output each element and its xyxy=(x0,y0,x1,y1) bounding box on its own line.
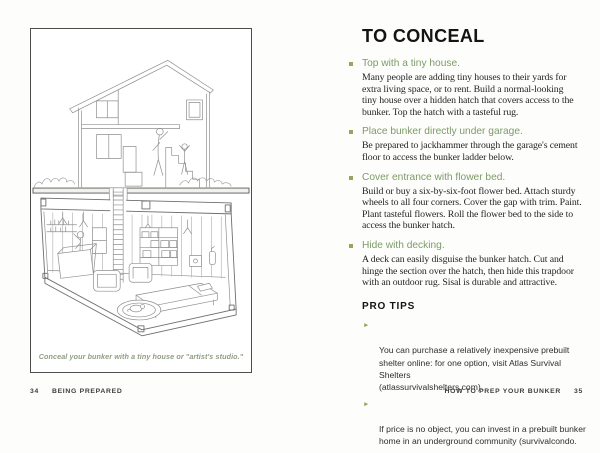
list-item-tiny-house xyxy=(348,58,592,118)
tip-arrow-icon: ► xyxy=(363,322,370,330)
section-heading: TO CONCEAL xyxy=(362,26,485,46)
list-item-body: A deck can easily disguise the bunker hatch. Cut and hinge the section over the hatch, then hide this trapdoor with an outdoor rug. Sisal is durable and attractive. xyxy=(362,253,574,289)
tip-arrow-icon: ► xyxy=(363,400,370,408)
bullet-square-icon xyxy=(349,176,353,180)
list-item-title: Top with a tiny house. xyxy=(362,57,460,69)
bullet-square-icon xyxy=(349,244,353,248)
bunker-house-illustration xyxy=(31,29,251,372)
list-item-title: Hide with decking. xyxy=(362,239,445,251)
right-page-number: 35 xyxy=(574,388,583,395)
left-page-footer xyxy=(30,388,122,395)
list-item-decking xyxy=(348,240,592,289)
pro-tip-text: You can purchase a relatively inexpensive prebuilt shelter online: for one option, visit Atlas Survival Shelters (atlassurvivalshelters.com). xyxy=(379,345,570,393)
list-item-body: Be prepared to jackhammer through the garage's cement floor to access the bunker ladder below. xyxy=(362,140,578,163)
figure-caption: Conceal your bunker with a tiny house or "artist's studio." xyxy=(38,352,244,361)
pro-tip-text: If price is no object, you can invest in a prebuilt bunker home in an underground community (survivalcondo. xyxy=(379,423,586,447)
right-page-footer xyxy=(444,388,583,395)
pro-tip-item xyxy=(362,398,592,447)
pro-tip-item xyxy=(362,320,592,394)
list-item-body: Build or buy a six-by-six-foot flower bed. Attach sturdy wheels to all four corners. Cover the gap with trim. Paint. Plant tasteful flowers. Roll the flower bed to the side to access the bunker hatch. xyxy=(362,185,582,232)
list-item-under-garage xyxy=(348,126,592,163)
figure-frame xyxy=(30,28,252,373)
left-page-number: 34 xyxy=(30,388,39,395)
list-item-body: Many people are adding tiny houses to their yards for extra living space, or to rent. Build a normal-looking tiny house over a hidden hatch that covers access to the bunker. Top the hatch with a tasteful rug. xyxy=(362,71,574,118)
pro-tips-section xyxy=(348,301,592,448)
pro-tips-heading: PRO TIPS xyxy=(362,300,416,312)
bullet-square-icon xyxy=(349,62,353,66)
list-item-title: Cover entrance with flower bed. xyxy=(362,171,506,183)
left-running-head: BEING PREPARED xyxy=(51,388,123,395)
list-item-flower-bed xyxy=(348,172,592,232)
bullet-square-icon xyxy=(349,130,353,134)
right-running-head: HOW TO PREP YOUR BUNKER xyxy=(444,388,562,395)
list-item-title: Place bunker directly under garage. xyxy=(362,126,523,138)
